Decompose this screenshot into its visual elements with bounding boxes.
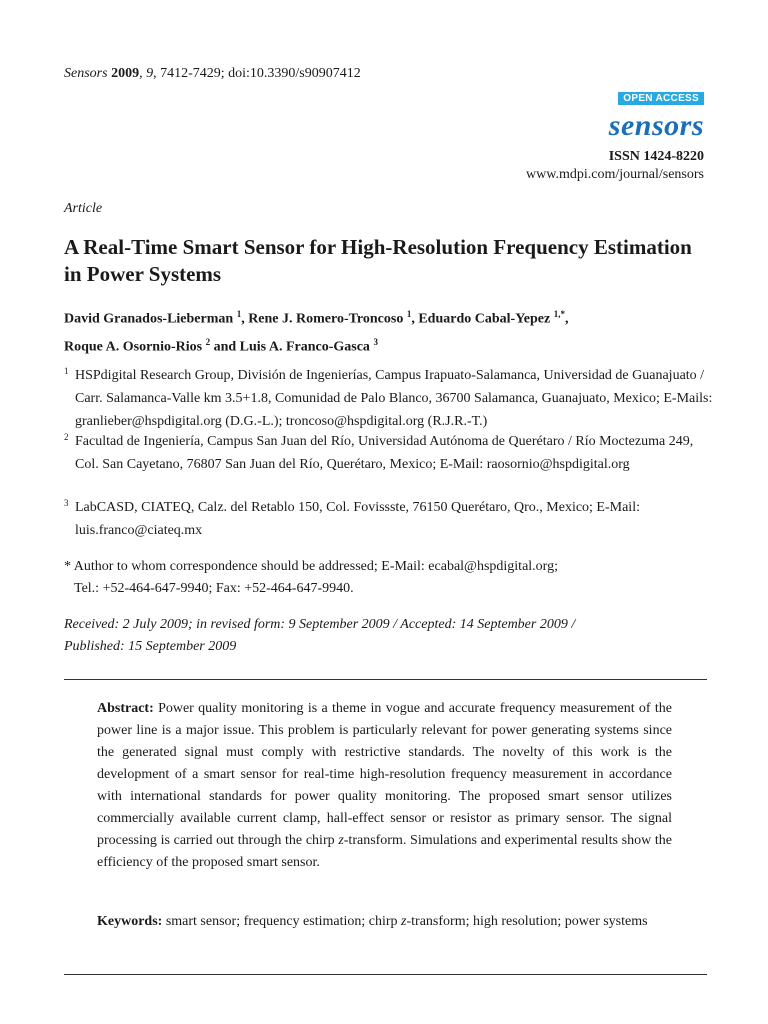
- abstract-label: Abstract:: [97, 701, 154, 716]
- author-affil-ref: 2: [205, 336, 211, 347]
- correspondence-line: * Author to whom correspondence should be addressed; E-Mail: ecabal@hspdigital.org;: [64, 559, 558, 574]
- citation-year: 2009: [111, 66, 140, 81]
- math-z: z: [338, 833, 344, 848]
- issn: ISSN 1424-8220: [608, 149, 704, 164]
- keywords-label: Keywords:: [97, 914, 163, 929]
- author-list: David Granados-Lieberman $^1$, Rene J. Romero-Troncoso $^1$, Eduardo Cabal-Yepez $^{1,*}$, Roque A. Osornio-Rios $^2$ and Luis A. Franco-Gasca $^3$: [64, 309, 569, 355]
- abstract-text: -transform. Simulations and experimental results show the efficiency of the proposed smart sensor.: [97, 833, 672, 870]
- open-access-badge: OPEN ACCESS: [618, 92, 704, 105]
- keywords-text: -transform; high resolution; power systems: [406, 914, 648, 929]
- author-name: David Granados-Lieberman: [64, 311, 234, 327]
- affiliation-number: 1: [64, 366, 69, 376]
- author-affil-ref: 1: [236, 309, 242, 319]
- journal-logo: sensors: [608, 109, 704, 142]
- author-name: Roque A. Osornio-Rios: [64, 339, 203, 355]
- citation-line: Sensors 2009, 9, 7412-7429; doi:10.3390/s90907412: [64, 66, 361, 81]
- affiliation-number: 2: [64, 432, 69, 442]
- math-z: z: [401, 914, 407, 929]
- publication-dates: [64, 614, 714, 658]
- affiliation-2: [64, 430, 714, 476]
- citation-journal: Sensors: [64, 66, 108, 81]
- affiliation-3: [64, 496, 714, 542]
- top-divider: [64, 679, 707, 680]
- author-affil-ref: 3: [373, 336, 378, 347]
- article-type: Article: [64, 201, 103, 216]
- paper-title: A Real-Time Smart Sensor for High-Resolution Frequency Estimation in Power Systems: [64, 235, 692, 286]
- citation-rest: , 7412-7429; doi:10.3390/s90907412: [153, 66, 361, 81]
- journal-website[interactable]: www.mdpi.com/journal/sensors: [526, 167, 704, 182]
- author-name: Eduardo Cabal-Yepez: [418, 311, 551, 327]
- correspondence-line: Tel.: +52-464-647-9940; Fax: +52-464-647-9940.: [74, 580, 354, 596]
- author-affil-ref: 1: [406, 309, 412, 319]
- dates-line: Received: 2 July 2009; in revised form: 9 September 2009 / Accepted: 14 September 2009 /: [64, 617, 576, 632]
- affiliation-text: Facultad de Ingeniería, Campus San Juan del Río, Universidad Autónoma de Querétaro / Río Moctezuma 249, Col. San Cayetano, 76807 San Juan del Río, Querétaro, Mexico; E-Mail: raosornio@hspdigital.org: [75, 434, 694, 472]
- correspondence-note: [64, 556, 714, 599]
- bottom-divider: [64, 974, 707, 975]
- citation-volume: 9: [146, 66, 154, 81]
- dates-line: Published: 15 September 2009: [64, 639, 237, 654]
- keywords-text: smart sensor; frequency estimation; chirp: [162, 914, 402, 929]
- abstract: [97, 698, 672, 874]
- author-affil-ref: 1,*: [553, 309, 565, 319]
- affiliation-text: LabCASD, CIATEQ, Calz. del Retablo 150, Col. Fovissste, 76150 Querétaro, Qro., Mexico; E-Mail: luis.franco@ciateq.mx: [75, 500, 640, 538]
- affiliation-text: HSPdigital Research Group, División de Ingenierías, Campus Irapuato-Salamanca, Universidad de Guanajuato / Carr. Salamanca-Valle km 3.5+1.8, Comunidad de Palo Blanco, 36700 Salamanca, Guanajuato, Mexico; E-Mails: granlieber@hspdigital.org (D.G.-L.); troncoso@hspdigital.org (R.J.R.-T.): [75, 368, 713, 429]
- keywords: [97, 911, 672, 933]
- author-name: Rene J. Romero-Troncoso: [248, 311, 404, 327]
- affiliation-1: [64, 364, 714, 433]
- abstract-text: Power quality monitoring is a theme in vogue and accurate frequency measurement of the power line is a major issue. This problem is particularly relevant for power generating systems since the generated signal must comply with restrictive standards. The novelty of this work is the development of a smart sensor for real-time high-resolution frequency measurement in accordance with international standards for power quality monitoring. The proposed smart sensor utilizes commercially available current clamp, hall-effect sensor or resistor as primary sensor. The signal processing is carried out through the chirp: [97, 701, 672, 848]
- affiliation-number: 3: [64, 498, 69, 508]
- author-name: Luis A. Franco-Gasca: [239, 339, 370, 355]
